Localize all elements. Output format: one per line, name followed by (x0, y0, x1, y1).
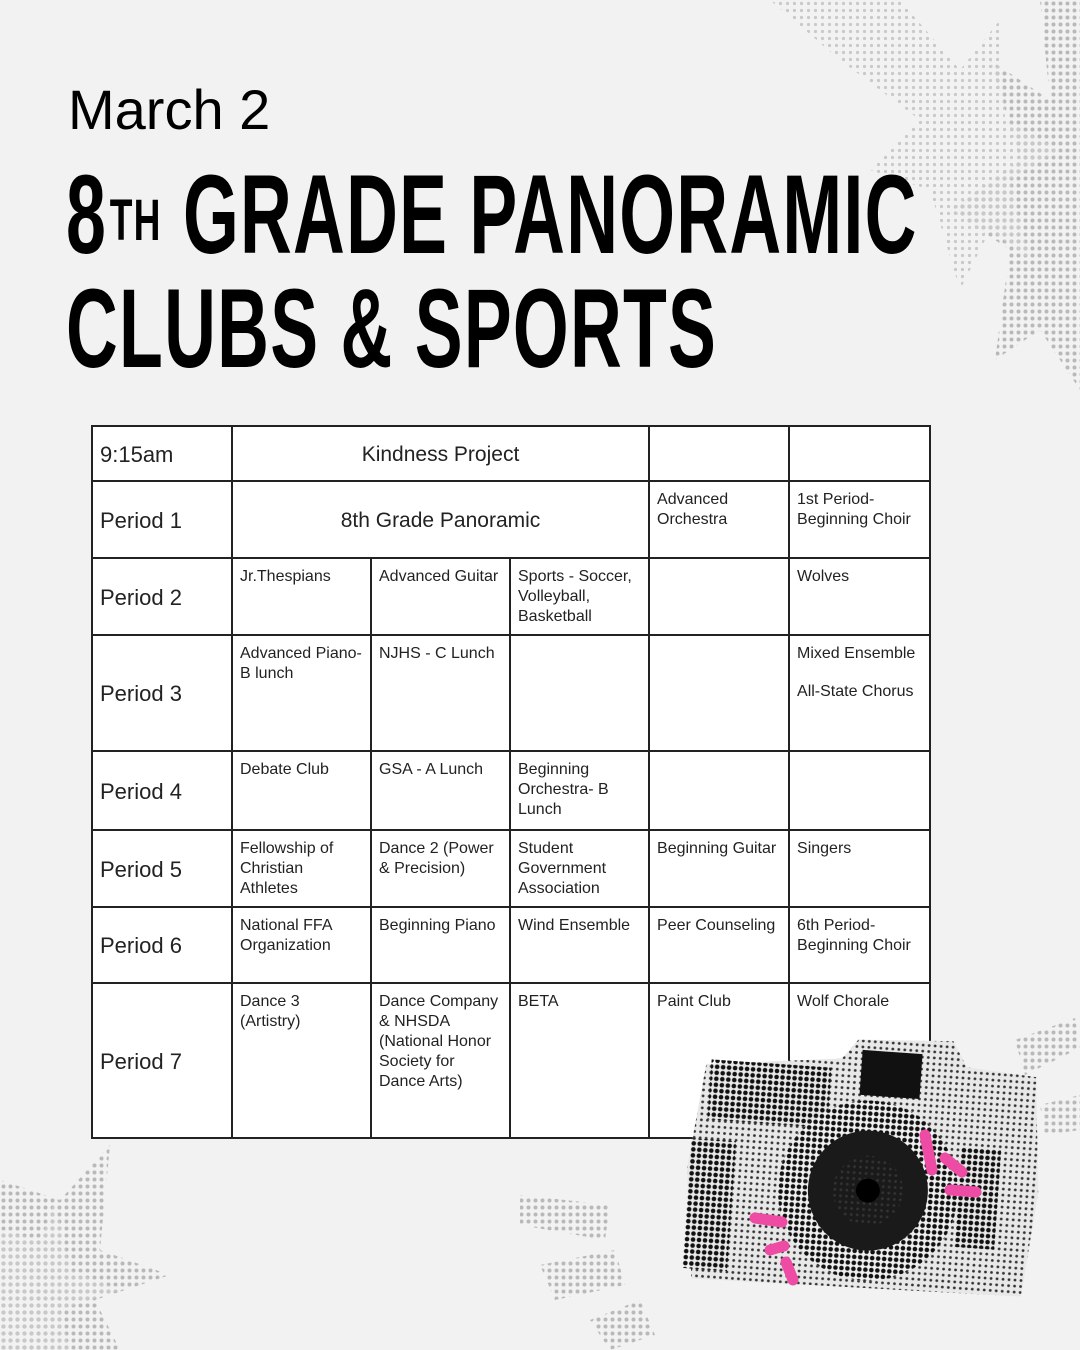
period-label: Period 6 (92, 907, 232, 983)
activity-cell: Beginning Orchestra- B Lunch (510, 751, 649, 830)
activity-cell: Wolves (789, 558, 930, 635)
activity-cell: Student Government Association (510, 830, 649, 907)
period-label: Period 4 (92, 751, 232, 830)
activity-cell: Fellowship of Christian Athletes (232, 830, 371, 907)
title-line-2: CLUBS & SPORTS (66, 266, 718, 391)
activity-cell: Sports - Soccer, Volleyball, Basketball (510, 558, 649, 635)
activity-cell: 1st Period-Beginning Choir (789, 481, 930, 558)
period-label: Period 2 (92, 558, 232, 635)
activity-cell: Singers (789, 830, 930, 907)
activity-cell: Beginning Guitar (649, 830, 789, 907)
activity-cell: 6th Period-Beginning Choir (789, 907, 930, 983)
activity-cell: Dance 3 (Artistry) (232, 983, 371, 1138)
title-number: 8 (66, 152, 108, 277)
span-activity: Kindness Project (232, 426, 649, 481)
period-label: 9:15am (92, 426, 232, 481)
period-label: Period 7 (92, 983, 232, 1138)
activity-cell: Beginning Piano (371, 907, 510, 983)
date-label: March 2 (68, 78, 271, 141)
activity-cell: Wolf Chorale (789, 983, 930, 1138)
activity-cell: Dance 2 (Power & Precision) (371, 830, 510, 907)
span-activity: 8th Grade Panoramic (232, 481, 649, 558)
period-label: Period 1 (92, 481, 232, 558)
activity-cell: Peer Counseling (649, 907, 789, 983)
period-label: Period 5 (92, 830, 232, 907)
activity-cell: GSA - A Lunch (371, 751, 510, 830)
title-rest: GRADE PANORAMIC (182, 152, 918, 277)
activity-cell: Wind Ensemble (510, 907, 649, 983)
activity-cell: BETA (510, 983, 649, 1138)
activity-cell: National FFA Organization (232, 907, 371, 983)
activity-cell: Advanced Orchestra (649, 481, 789, 558)
title-superscript: TH (109, 188, 162, 253)
activity-cell: NJHS - C Lunch (371, 635, 510, 751)
activity-cell: Debate Club (232, 751, 371, 830)
activity-cell: Advanced Piano-B lunch (232, 635, 371, 751)
activity-cell: Dance Company & NHSDA (National Honor Society for Dance Arts) (371, 983, 510, 1138)
activity-cell: Advanced Guitar (371, 558, 510, 635)
period-label: Period 3 (92, 635, 232, 751)
activity-text-extra: All-State Chorus (797, 683, 914, 700)
activity-cell: Paint Club (649, 983, 789, 1138)
activity-text: Mixed Ensemble (797, 645, 916, 662)
activity-cell: Jr.Thespians (232, 558, 371, 635)
